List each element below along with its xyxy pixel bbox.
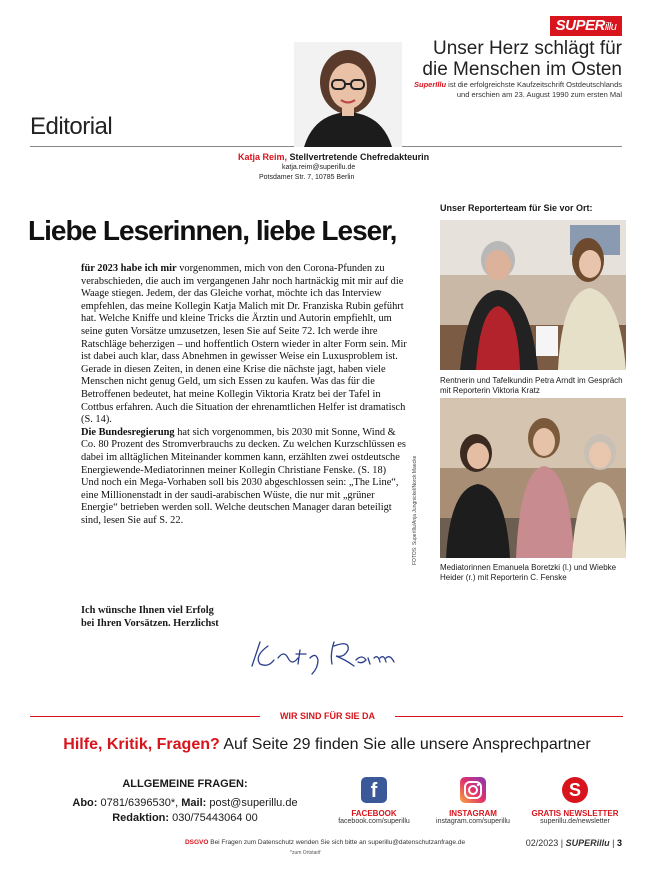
superillu-logo: SUPERillu xyxy=(550,16,622,36)
photo-tafel xyxy=(440,220,626,370)
signature xyxy=(238,628,408,678)
photo-caption-2: Mediatorinnen Emanuela Boretzki (l.) und Wiebke Heider (r.) mit Reporterin C. Fenske xyxy=(440,563,617,582)
article-body xyxy=(81,263,411,527)
facebook-icon[interactable]: f xyxy=(361,777,387,803)
newsletter-label[interactable]: GRATIS NEWSLETTER xyxy=(531,809,619,818)
reporter-team-title: Unser Reporterteam für Sie vor Ort: xyxy=(440,203,593,213)
paragraph-2: Die Bundesregierung hat sich vorgenommen, bis 2030 mit Sonne, Wind & Co. 80 Prozent des Stromverbrauchs zu decken. Zu welchen Kurzschlüssen es dabei im alltäglichen Miteinander kommen kann, erzählten zwei ostdeutsche Energiewende-Mediatorinnen meiner Kollegin Christiane Fenske. (S. 18) xyxy=(81,426,406,476)
closing-remark: Ich wünsche Ihnen viel Erfolg bei Ihren Vorsätzen. Herzlichst xyxy=(81,605,219,629)
page-number: 3 xyxy=(616,838,622,848)
section-title: Editorial xyxy=(30,113,113,140)
help-line: Hilfe, Kritik, Fragen? Auf Seite 29 finden Sie alle unsere Ansprechpartner xyxy=(63,736,591,753)
footnote: *zum Ortstarif xyxy=(290,850,321,856)
paragraph-3: Und noch ein Mega-Vorhaben soll bis 2030 abgeschlossen sein: „The Line“, eine Millionenstadt in der saudi-arabischen Wüste, die nur mit „grüner Energie“ betrieben werden soll. Welche deutschen Manager daran beteiligt sind, lesen Sie auf S. 22. xyxy=(81,477,399,526)
paragraph-1: für 2023 habe ich mir vorgenommen, mich von den Corona-Pfunden zu verabschieden, die auch im vergangenen Jahr noch hartnäckig mit mir auf die Waage stiegen. Jedem, der das Gleiche vorhat, möchte ich das Interview empfehlen, das meine Kollegin Katja Malich mit Dr. Franziska Rubin geführt hat. Welche Kniffe und kleine Tricks die Ärztin und Autorin empfiehlt, um seine guten Vorsätze umzusetzen, lesen Sie auf Seite 72. Ich werde ihre Ratschläge beherzigen – und hoffentlich Ostern wieder in alter Form sein. Mir ist dabei auch klar, dass Abnehmen in gewisser Weise ein Luxusproblem ist. Gerade in diesen Zeiten, in denen eine Krise die nächste jagt, haben viele Menschen nicht genug Geld, um sich Essen zu kaufen. Was das für die Betroffenen bedeutet, hat meine Kollegin Viktoria Kratz bei der Tafel in Cottbus erfahren. Auch die Situation der ehrenamtlichen Helfer ist dramatisch (S. 14). xyxy=(81,263,407,426)
general-questions-title: ALLGEMEINE FRAGEN: xyxy=(122,778,248,790)
redaktion-contact: Redaktion: 030/75443064 00 xyxy=(112,812,258,824)
newsletter-icon[interactable]: S xyxy=(562,777,588,803)
newsletter-url[interactable]: superillu.de/newsletter xyxy=(540,818,610,825)
photo-caption-1: Rentnerin und Tafelkundin Petra Arndt im Gespräch mit Reporterin Viktoria Kratz xyxy=(440,376,623,395)
author-email[interactable]: katja.reim@superillu.de xyxy=(282,164,356,171)
abo-contact: Abo: 0781/6396530*, Mail: post@superillu.de xyxy=(72,797,298,809)
author-portrait xyxy=(294,42,402,147)
author-address: Potsdamer Str. 7, 10785 Berlin xyxy=(259,174,355,181)
mail-link[interactable]: post@superillu.de xyxy=(206,797,298,809)
divider-left xyxy=(30,716,260,717)
divider-right xyxy=(395,716,623,717)
masthead-tagline: SuperIllu ist die erfolgreichste Kaufzeitschrift Ostdeutschlands und erschien am 23. August 1990 zum ersten Mal xyxy=(413,80,622,99)
facebook-label[interactable]: FACEBOOK xyxy=(351,809,397,818)
contact-banner: WIR SIND FÜR SIE DA xyxy=(279,711,375,721)
instagram-label[interactable]: INSTAGRAM xyxy=(449,809,497,818)
instagram-icon[interactable] xyxy=(460,777,486,803)
article-greeting: Liebe Leserinnen, liebe Leser, xyxy=(28,215,397,246)
instagram-url[interactable]: instagram.com/superillu xyxy=(436,818,510,825)
facebook-url[interactable]: facebook.com/superillu xyxy=(338,818,410,825)
photo-credit: FOTOS: SuperIllu/Anja Jungnickel/Norck Maecke xyxy=(412,455,418,565)
page-info: 02/2023 | SUPERillu | 3 xyxy=(525,838,622,848)
author-name: Katja Reim, Stellvertretende Chefredakteurin xyxy=(238,152,430,162)
photo-mediatorinnen xyxy=(440,398,626,558)
masthead-headline: Unser Herz schlägt für die Menschen im Osten xyxy=(422,38,622,80)
dsgvo-note: DSGVO Bei Fragen zum Datenschutz wenden Sie sich bitte an superillu@datenschutzanfrage.de xyxy=(184,839,466,846)
